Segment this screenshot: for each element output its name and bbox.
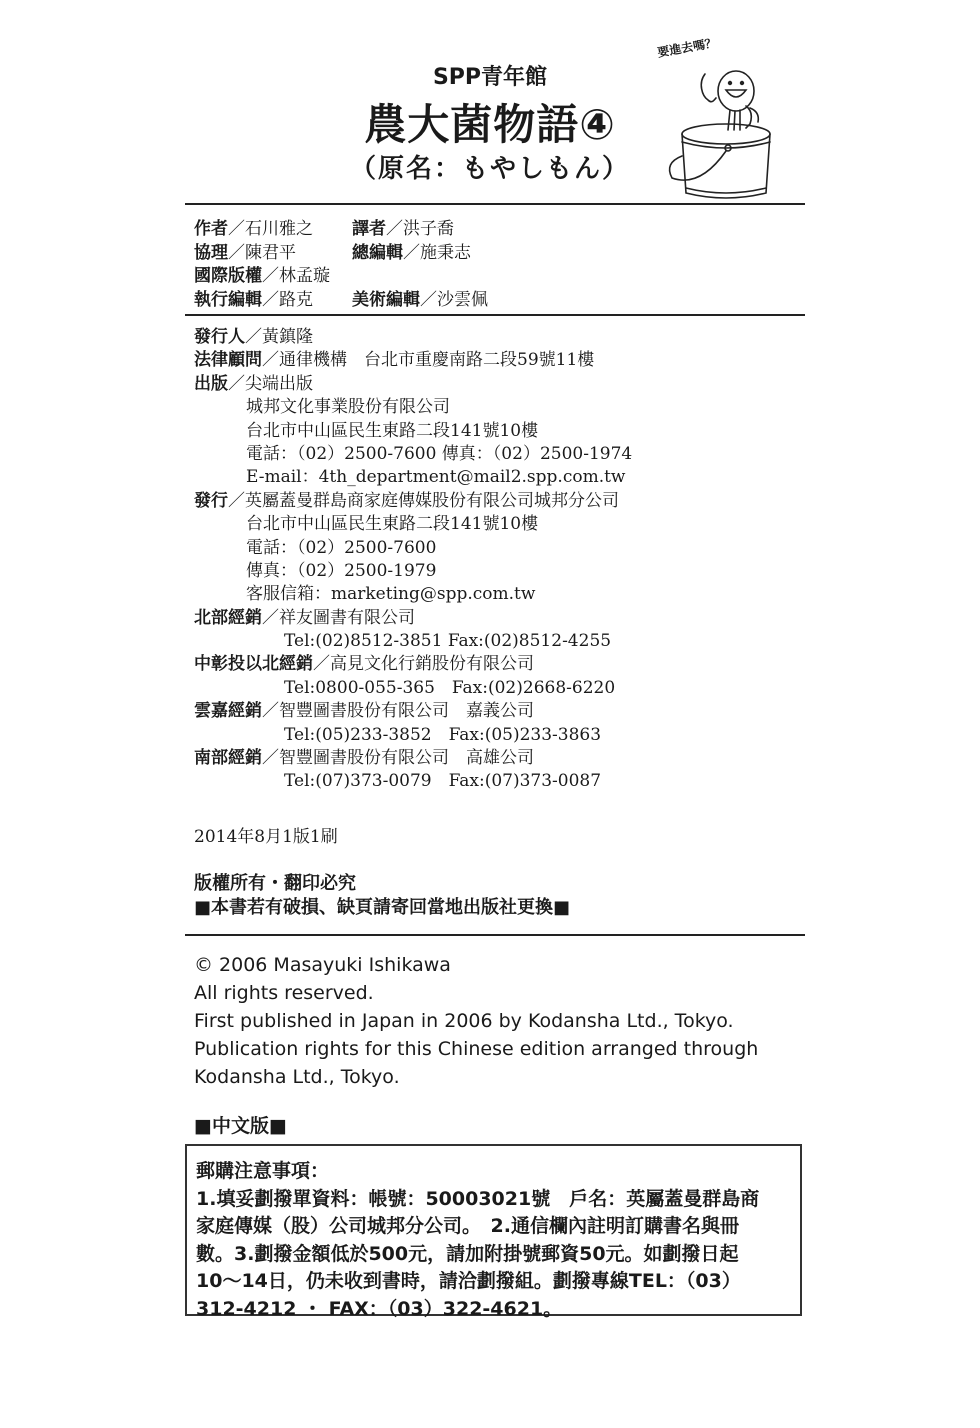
separator: ／ — [228, 490, 245, 511]
copyright-line: Publication rights for this Chinese edition arranged through — [194, 1038, 759, 1060]
publishing-row — [194, 513, 632, 536]
credit-right: 總編輯／施秉志 — [352, 242, 471, 263]
copyright-line: Kodansha Ltd., Tokyo. — [194, 1066, 400, 1088]
mail-order-box — [185, 1144, 802, 1320]
publishing-row — [194, 607, 632, 630]
rights-line-2: ■本書若有破損、缺頁請寄回當地出版社更換■ — [194, 897, 571, 918]
rights-line-1: 版權所有・翻印必究 — [194, 873, 356, 894]
publishing-value: 通律機構 台北市重慶南路二段59號11樓 — [279, 350, 595, 371]
publishing-label: 雲嘉經銷 — [194, 701, 262, 722]
book-title: 農大菌物語④ — [364, 100, 616, 149]
original-title: （原名：もやしもん） — [349, 154, 630, 184]
separator: ／ — [262, 701, 279, 722]
mail-order-text — [196, 1158, 788, 1323]
speech-text: 要進去嗎？ — [656, 35, 718, 60]
mail-order-line: 10～14日，仍未收到書時，請洽劃撥組。劃撥專線TEL：（03） — [196, 1270, 741, 1292]
mail-order-line: 數。3.劃撥金額低於500元，請加附掛號郵資50元。如劃撥日起 — [196, 1242, 739, 1265]
series-name: SPP青年館 — [432, 65, 548, 90]
credits-section — [194, 218, 488, 312]
publishing-value: 英屬蓋曼群島商家庭傳媒股份有限公司城邦分公司 — [245, 490, 619, 511]
separator: ／ — [262, 607, 279, 628]
publishing-value: Tel:0800-055-365 Fax:(02)2668-6220 — [284, 677, 616, 698]
credit-value: 林孟璇 — [279, 266, 330, 286]
credit-label: 作者 — [194, 219, 228, 239]
publishing-value: 台北市中山區民生東路二段141號10樓 — [246, 514, 539, 535]
separator: ／ — [245, 327, 262, 347]
publishing-label: 發行人 — [194, 327, 245, 347]
publishing-row — [194, 653, 632, 676]
publishing-label: 北部經銷 — [194, 607, 262, 628]
divider — [185, 934, 805, 936]
credit-value: 石川雅之 — [245, 219, 313, 239]
copyright-line: First published in Japan in 2006 by Kodansha Ltd., Tokyo. — [194, 1010, 734, 1032]
mail-order-line: 家庭傳媒（股）公司城邦分公司。 2.通信欄內註明訂購書名與冊 — [196, 1215, 739, 1237]
mail-order-line: 1.填妥劃撥單資料：帳號：50003021號 戶名：英屬蓋曼群島商 — [196, 1187, 760, 1210]
publishing-label: 出版 — [194, 373, 228, 394]
publishing-value: 祥友圖書有限公司 — [279, 607, 415, 628]
publishing-value: E-mail：4th_department@mail2.spp.com.tw — [246, 467, 626, 488]
publishing-value: 尖端出版 — [245, 373, 313, 394]
publishing-row — [194, 349, 632, 372]
credit-value: 陳君平 — [245, 242, 296, 263]
publishing-row — [194, 747, 632, 770]
credit-value: 路克 — [279, 289, 313, 310]
credit-right: 譯者／洪子喬 — [352, 219, 454, 239]
mail-order-line: 312-4212 ・ FAX：（03）322-4621。 — [196, 1297, 563, 1320]
credit-right: 美術編輯／沙雲佩 — [352, 289, 488, 310]
credit-row: 國際版權／林孟璇 — [194, 266, 330, 286]
publishing-row — [194, 700, 632, 723]
mascot-bucket-illustration — [650, 38, 780, 203]
publishing-value: 黃鎮隆 — [262, 327, 313, 347]
credit-label: 執行編輯 — [194, 289, 262, 310]
publishing-row — [194, 583, 632, 606]
publishing-value: Tel:(02)8512-3851 Fax:(02)8512-4255 — [284, 631, 612, 652]
publishing-row — [194, 396, 632, 419]
separator: ／ — [228, 373, 245, 394]
separator: ／ — [313, 654, 330, 675]
credit-label: 國際版權 — [194, 266, 262, 286]
publishing-label: 發行 — [194, 490, 228, 511]
credit-row: 執行編輯／路克 美術編輯／沙雲佩 — [194, 289, 330, 313]
credit-row: 作者／石川雅之 譯者／洪子喬 — [194, 218, 330, 242]
publishing-row — [194, 560, 632, 583]
publishing-row — [194, 770, 632, 793]
publishing-label: 南部經銷 — [194, 748, 262, 769]
publishing-value: Tel:(07)373-0079 Fax:(07)373-0087 — [284, 771, 602, 792]
publishing-row — [194, 537, 632, 560]
rights-notice — [194, 872, 570, 920]
publishing-row — [194, 630, 632, 653]
publishing-value: 高見文化行銷股份有限公司 — [330, 654, 534, 675]
divider — [185, 314, 805, 316]
publishing-value: 電話：（02）2500-7600 傳真：（02）2500-1974 — [246, 443, 633, 464]
publishing-value: Tel:(05)233-3852 Fax:(05)233-3863 — [284, 724, 602, 745]
separator: ／ — [262, 350, 279, 371]
credit-row: 協理／陳君平 總編輯／施秉志 — [194, 242, 330, 266]
publishing-section — [194, 326, 632, 794]
publishing-label: 法律顧問 — [194, 350, 262, 371]
publishing-value: 城邦文化事業股份有限公司 — [246, 397, 450, 418]
publishing-value: 智豐圖書股份有限公司 嘉義公司 — [279, 701, 534, 722]
english-copyright — [194, 951, 758, 1091]
separator: ／ — [262, 748, 279, 769]
copyright-line: © 2006 Masayuki Ishikawa — [194, 954, 451, 976]
divider — [185, 203, 805, 205]
credit-label: 協理 — [194, 242, 228, 263]
publishing-value: 智豐圖書股份有限公司 高雄公司 — [279, 748, 534, 769]
publishing-row — [194, 466, 632, 489]
chinese-edition-label: ■中文版■ — [194, 1115, 287, 1137]
publishing-row — [194, 326, 632, 349]
mail-order-line: 郵購注意事項： — [196, 1160, 330, 1182]
publishing-value: 客服信箱：marketing@spp.com.tw — [246, 584, 536, 605]
edition-date: 2014年8月1版1刷 — [194, 827, 338, 847]
publishing-value: 傳真：（02）2500-1979 — [246, 560, 437, 581]
publishing-row — [194, 373, 632, 396]
bucket-icon — [650, 38, 780, 203]
publishing-row — [194, 443, 632, 466]
publishing-value: 電話：（02）2500-7600 — [246, 537, 437, 558]
copyright-line: All rights reserved. — [194, 982, 374, 1004]
publishing-row — [194, 420, 632, 443]
publishing-value: 台北市中山區民生東路二段141號10樓 — [246, 420, 539, 441]
publishing-row — [194, 724, 632, 747]
publishing-row — [194, 677, 632, 700]
publishing-label: 中彰投以北經銷 — [194, 654, 313, 675]
publishing-row — [194, 490, 632, 513]
